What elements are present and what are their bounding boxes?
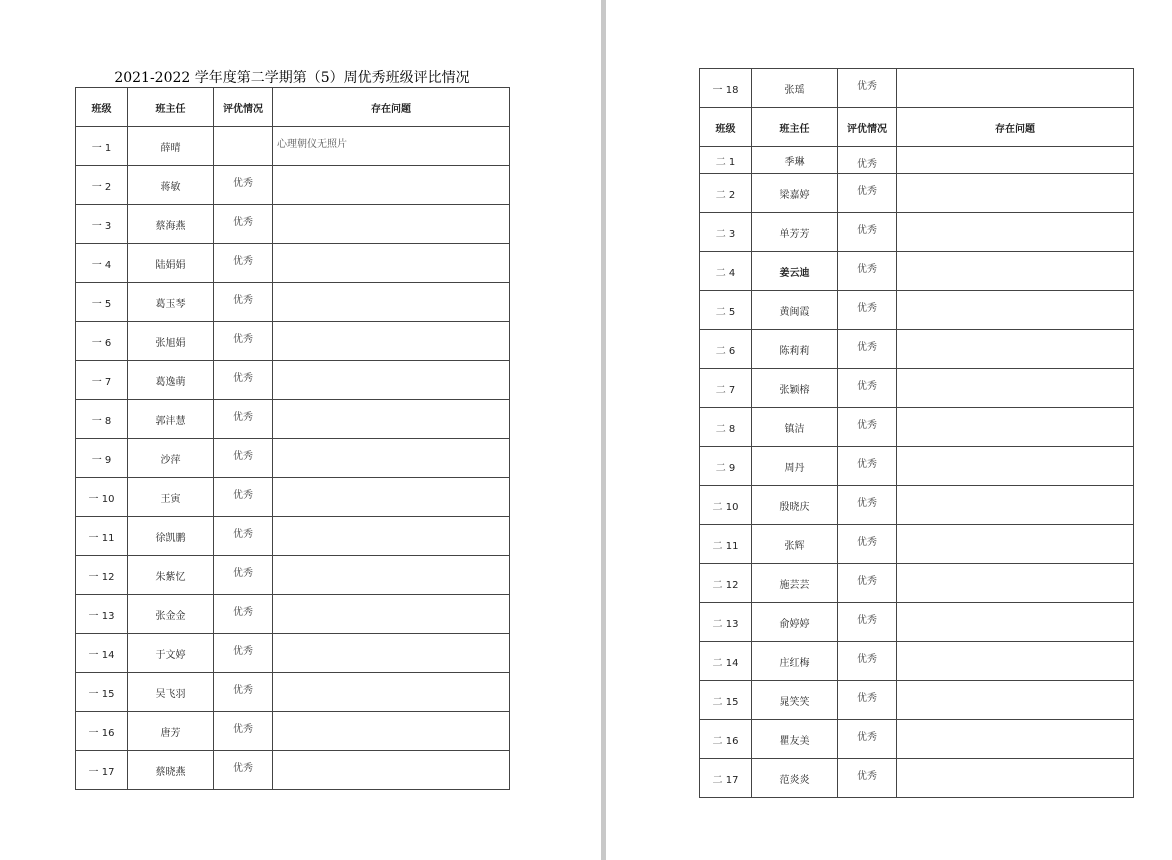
table-row bbox=[700, 291, 1134, 330]
issue-cell bbox=[273, 478, 510, 517]
rating-cell: 优秀 bbox=[214, 478, 273, 517]
issue-cell bbox=[897, 720, 1134, 759]
rating-cell: 优秀 bbox=[214, 322, 273, 361]
teacher-cell: 沙萍 bbox=[128, 439, 214, 478]
header-class: 班级 bbox=[76, 88, 128, 127]
class-cell: 一 13 bbox=[76, 595, 128, 634]
issue-cell bbox=[273, 595, 510, 634]
table-row bbox=[700, 408, 1134, 447]
table-header-row bbox=[700, 108, 1134, 147]
table-row bbox=[76, 517, 510, 556]
class-cell: 一 2 bbox=[76, 166, 128, 205]
class-cell: 一 16 bbox=[76, 712, 128, 751]
rating-cell: 优秀 bbox=[214, 595, 273, 634]
table-row bbox=[700, 213, 1134, 252]
table-header-row bbox=[76, 88, 510, 127]
table-row bbox=[700, 564, 1134, 603]
rating-cell: 优秀 bbox=[214, 673, 273, 712]
class-cell: 一 12 bbox=[76, 556, 128, 595]
class-cell: 一 3 bbox=[76, 205, 128, 244]
class-cell: 一 8 bbox=[76, 400, 128, 439]
table-row bbox=[700, 603, 1134, 642]
teacher-cell: 殷晓庆 bbox=[752, 486, 838, 525]
table-row bbox=[76, 322, 510, 361]
rating-cell: 优秀 bbox=[838, 720, 897, 759]
teacher-cell: 晁笑笑 bbox=[752, 681, 838, 720]
rating-cell: 优秀 bbox=[838, 603, 897, 642]
table-row bbox=[76, 361, 510, 400]
class-cell: 二 2 bbox=[700, 174, 752, 213]
header-class: 班级 bbox=[700, 108, 752, 147]
rating-table-page2 bbox=[699, 68, 1134, 798]
class-cell: 二 16 bbox=[700, 720, 752, 759]
teacher-cell: 姜云迪 bbox=[752, 252, 838, 291]
issue-cell bbox=[273, 205, 510, 244]
rating-cell: 优秀 bbox=[838, 69, 897, 108]
table-row bbox=[700, 525, 1134, 564]
class-cell: 二 3 bbox=[700, 213, 752, 252]
teacher-cell: 蔡晓燕 bbox=[128, 751, 214, 790]
teacher-cell: 于文婷 bbox=[128, 634, 214, 673]
table-row bbox=[700, 720, 1134, 759]
issue-cell bbox=[897, 759, 1134, 798]
class-cell: 一 7 bbox=[76, 361, 128, 400]
rating-cell: 优秀 bbox=[838, 564, 897, 603]
rating-cell: 优秀 bbox=[838, 291, 897, 330]
rating-cell: 优秀 bbox=[214, 205, 273, 244]
table-row bbox=[700, 69, 1134, 108]
teacher-cell: 薛晴 bbox=[128, 127, 214, 166]
rating-cell: 优秀 bbox=[214, 751, 273, 790]
rating-cell: 优秀 bbox=[838, 486, 897, 525]
teacher-cell: 周丹 bbox=[752, 447, 838, 486]
teacher-cell: 陆娟娟 bbox=[128, 244, 214, 283]
teacher-cell: 俞婷婷 bbox=[752, 603, 838, 642]
table-row bbox=[76, 166, 510, 205]
issue-cell bbox=[273, 634, 510, 673]
issue-cell bbox=[273, 712, 510, 751]
rating-cell: 优秀 bbox=[214, 439, 273, 478]
class-cell: 二 8 bbox=[700, 408, 752, 447]
issue-cell bbox=[273, 166, 510, 205]
table-row bbox=[76, 478, 510, 517]
class-cell: 一 6 bbox=[76, 322, 128, 361]
class-cell: 一 17 bbox=[76, 751, 128, 790]
issue-cell bbox=[897, 291, 1134, 330]
class-cell: 二 7 bbox=[700, 369, 752, 408]
table-row bbox=[76, 751, 510, 790]
class-cell: 二 9 bbox=[700, 447, 752, 486]
class-cell: 二 17 bbox=[700, 759, 752, 798]
table-row bbox=[76, 712, 510, 751]
rating-cell: 优秀 bbox=[214, 166, 273, 205]
rating-cell: 优秀 bbox=[838, 147, 897, 174]
teacher-cell: 张旭娟 bbox=[128, 322, 214, 361]
table-row bbox=[76, 556, 510, 595]
class-cell: 二 11 bbox=[700, 525, 752, 564]
teacher-cell: 张辉 bbox=[752, 525, 838, 564]
table-row bbox=[76, 634, 510, 673]
teacher-cell: 陈莉莉 bbox=[752, 330, 838, 369]
issue-cell bbox=[897, 447, 1134, 486]
issue-cell bbox=[897, 603, 1134, 642]
teacher-cell: 范炎炎 bbox=[752, 759, 838, 798]
issue-cell bbox=[273, 517, 510, 556]
teacher-cell: 张瑶 bbox=[752, 69, 838, 108]
class-cell: 一 18 bbox=[700, 69, 752, 108]
table-row bbox=[76, 283, 510, 322]
table-row bbox=[700, 147, 1134, 174]
issue-cell bbox=[273, 361, 510, 400]
table-row bbox=[700, 174, 1134, 213]
class-cell: 一 5 bbox=[76, 283, 128, 322]
table-row bbox=[76, 127, 510, 166]
issue-cell bbox=[897, 69, 1134, 108]
issue-cell: 心理朝仪无照片 bbox=[273, 127, 510, 166]
class-cell: 一 4 bbox=[76, 244, 128, 283]
issue-cell bbox=[273, 283, 510, 322]
rating-cell: 优秀 bbox=[214, 556, 273, 595]
issue-cell bbox=[273, 751, 510, 790]
teacher-cell: 徐凯鹏 bbox=[128, 517, 214, 556]
table-row bbox=[700, 486, 1134, 525]
class-cell: 二 4 bbox=[700, 252, 752, 291]
class-cell: 二 15 bbox=[700, 681, 752, 720]
table-row bbox=[700, 759, 1134, 798]
issue-cell bbox=[897, 525, 1134, 564]
issue-cell bbox=[273, 556, 510, 595]
issue-cell bbox=[897, 486, 1134, 525]
teacher-cell: 镇洁 bbox=[752, 408, 838, 447]
issue-cell bbox=[897, 681, 1134, 720]
header-issue: 存在问题 bbox=[897, 108, 1134, 147]
table-row bbox=[76, 400, 510, 439]
issue-cell bbox=[273, 322, 510, 361]
rating-cell: 优秀 bbox=[214, 634, 273, 673]
teacher-cell: 王寅 bbox=[128, 478, 214, 517]
teacher-cell: 施芸芸 bbox=[752, 564, 838, 603]
teacher-cell: 朱紫忆 bbox=[128, 556, 214, 595]
table-row bbox=[700, 252, 1134, 291]
teacher-cell: 张颖榕 bbox=[752, 369, 838, 408]
header-issue: 存在问题 bbox=[273, 88, 510, 127]
table-row bbox=[700, 369, 1134, 408]
table-row bbox=[76, 439, 510, 478]
class-cell: 一 9 bbox=[76, 439, 128, 478]
class-cell: 二 13 bbox=[700, 603, 752, 642]
issue-cell bbox=[897, 369, 1134, 408]
rating-cell: 优秀 bbox=[838, 759, 897, 798]
teacher-cell: 梁嘉婷 bbox=[752, 174, 838, 213]
rating-cell: 优秀 bbox=[838, 642, 897, 681]
header-rating: 评优情况 bbox=[838, 108, 897, 147]
issue-cell bbox=[897, 408, 1134, 447]
table-row bbox=[700, 330, 1134, 369]
class-cell: 二 12 bbox=[700, 564, 752, 603]
teacher-cell: 蔡海燕 bbox=[128, 205, 214, 244]
class-cell: 二 14 bbox=[700, 642, 752, 681]
teacher-cell: 张金金 bbox=[128, 595, 214, 634]
rating-cell: 优秀 bbox=[214, 517, 273, 556]
class-cell: 二 6 bbox=[700, 330, 752, 369]
teacher-cell: 郭沣慧 bbox=[128, 400, 214, 439]
document-title: 2021-2022 学年度第二学期第（5）周优秀班级评比情况 bbox=[114, 70, 470, 86]
issue-cell bbox=[897, 564, 1134, 603]
teacher-cell: 葛玉琴 bbox=[128, 283, 214, 322]
rating-cell: 优秀 bbox=[838, 447, 897, 486]
issue-cell bbox=[273, 673, 510, 712]
issue-cell bbox=[273, 439, 510, 478]
rating-cell: 优秀 bbox=[214, 361, 273, 400]
class-cell: 二 10 bbox=[700, 486, 752, 525]
teacher-cell: 黄闽霞 bbox=[752, 291, 838, 330]
table-row bbox=[700, 681, 1134, 720]
class-cell: 二 5 bbox=[700, 291, 752, 330]
rating-cell: 优秀 bbox=[838, 213, 897, 252]
header-rating: 评优情况 bbox=[214, 88, 273, 127]
teacher-cell: 季琳 bbox=[752, 147, 838, 174]
table-row bbox=[76, 205, 510, 244]
issue-cell bbox=[897, 642, 1134, 681]
rating-cell: 优秀 bbox=[214, 283, 273, 322]
class-cell: 一 1 bbox=[76, 127, 128, 166]
rating-cell: 优秀 bbox=[838, 525, 897, 564]
header-teacher: 班主任 bbox=[752, 108, 838, 147]
class-cell: 二 1 bbox=[700, 147, 752, 174]
teacher-cell: 单芳芳 bbox=[752, 213, 838, 252]
rating-table-page1 bbox=[75, 87, 510, 790]
class-cell: 一 11 bbox=[76, 517, 128, 556]
issue-cell bbox=[897, 330, 1134, 369]
rating-cell: 优秀 bbox=[838, 408, 897, 447]
class-cell: 一 14 bbox=[76, 634, 128, 673]
teacher-cell: 瞿友美 bbox=[752, 720, 838, 759]
issue-cell bbox=[897, 252, 1134, 291]
header-teacher: 班主任 bbox=[128, 88, 214, 127]
rating-cell: 优秀 bbox=[838, 369, 897, 408]
class-cell: 一 10 bbox=[76, 478, 128, 517]
rating-cell bbox=[214, 127, 273, 166]
issue-cell bbox=[897, 174, 1134, 213]
teacher-cell: 唐芳 bbox=[128, 712, 214, 751]
rating-cell: 优秀 bbox=[838, 174, 897, 213]
table-row bbox=[76, 244, 510, 283]
teacher-cell: 吴飞羽 bbox=[128, 673, 214, 712]
teacher-cell: 葛逸萌 bbox=[128, 361, 214, 400]
rating-cell: 优秀 bbox=[214, 244, 273, 283]
rating-cell: 优秀 bbox=[214, 400, 273, 439]
issue-cell bbox=[897, 147, 1134, 174]
issue-cell bbox=[273, 400, 510, 439]
class-cell: 一 15 bbox=[76, 673, 128, 712]
table-row bbox=[700, 447, 1134, 486]
issue-cell bbox=[897, 213, 1134, 252]
teacher-cell: 庄红梅 bbox=[752, 642, 838, 681]
table-row bbox=[76, 595, 510, 634]
issue-cell bbox=[273, 244, 510, 283]
table-row bbox=[76, 673, 510, 712]
rating-cell: 优秀 bbox=[838, 252, 897, 291]
rating-cell: 优秀 bbox=[214, 712, 273, 751]
teacher-cell: 蒋敏 bbox=[128, 166, 214, 205]
rating-cell: 优秀 bbox=[838, 681, 897, 720]
rating-cell: 优秀 bbox=[838, 330, 897, 369]
table-row bbox=[700, 642, 1134, 681]
